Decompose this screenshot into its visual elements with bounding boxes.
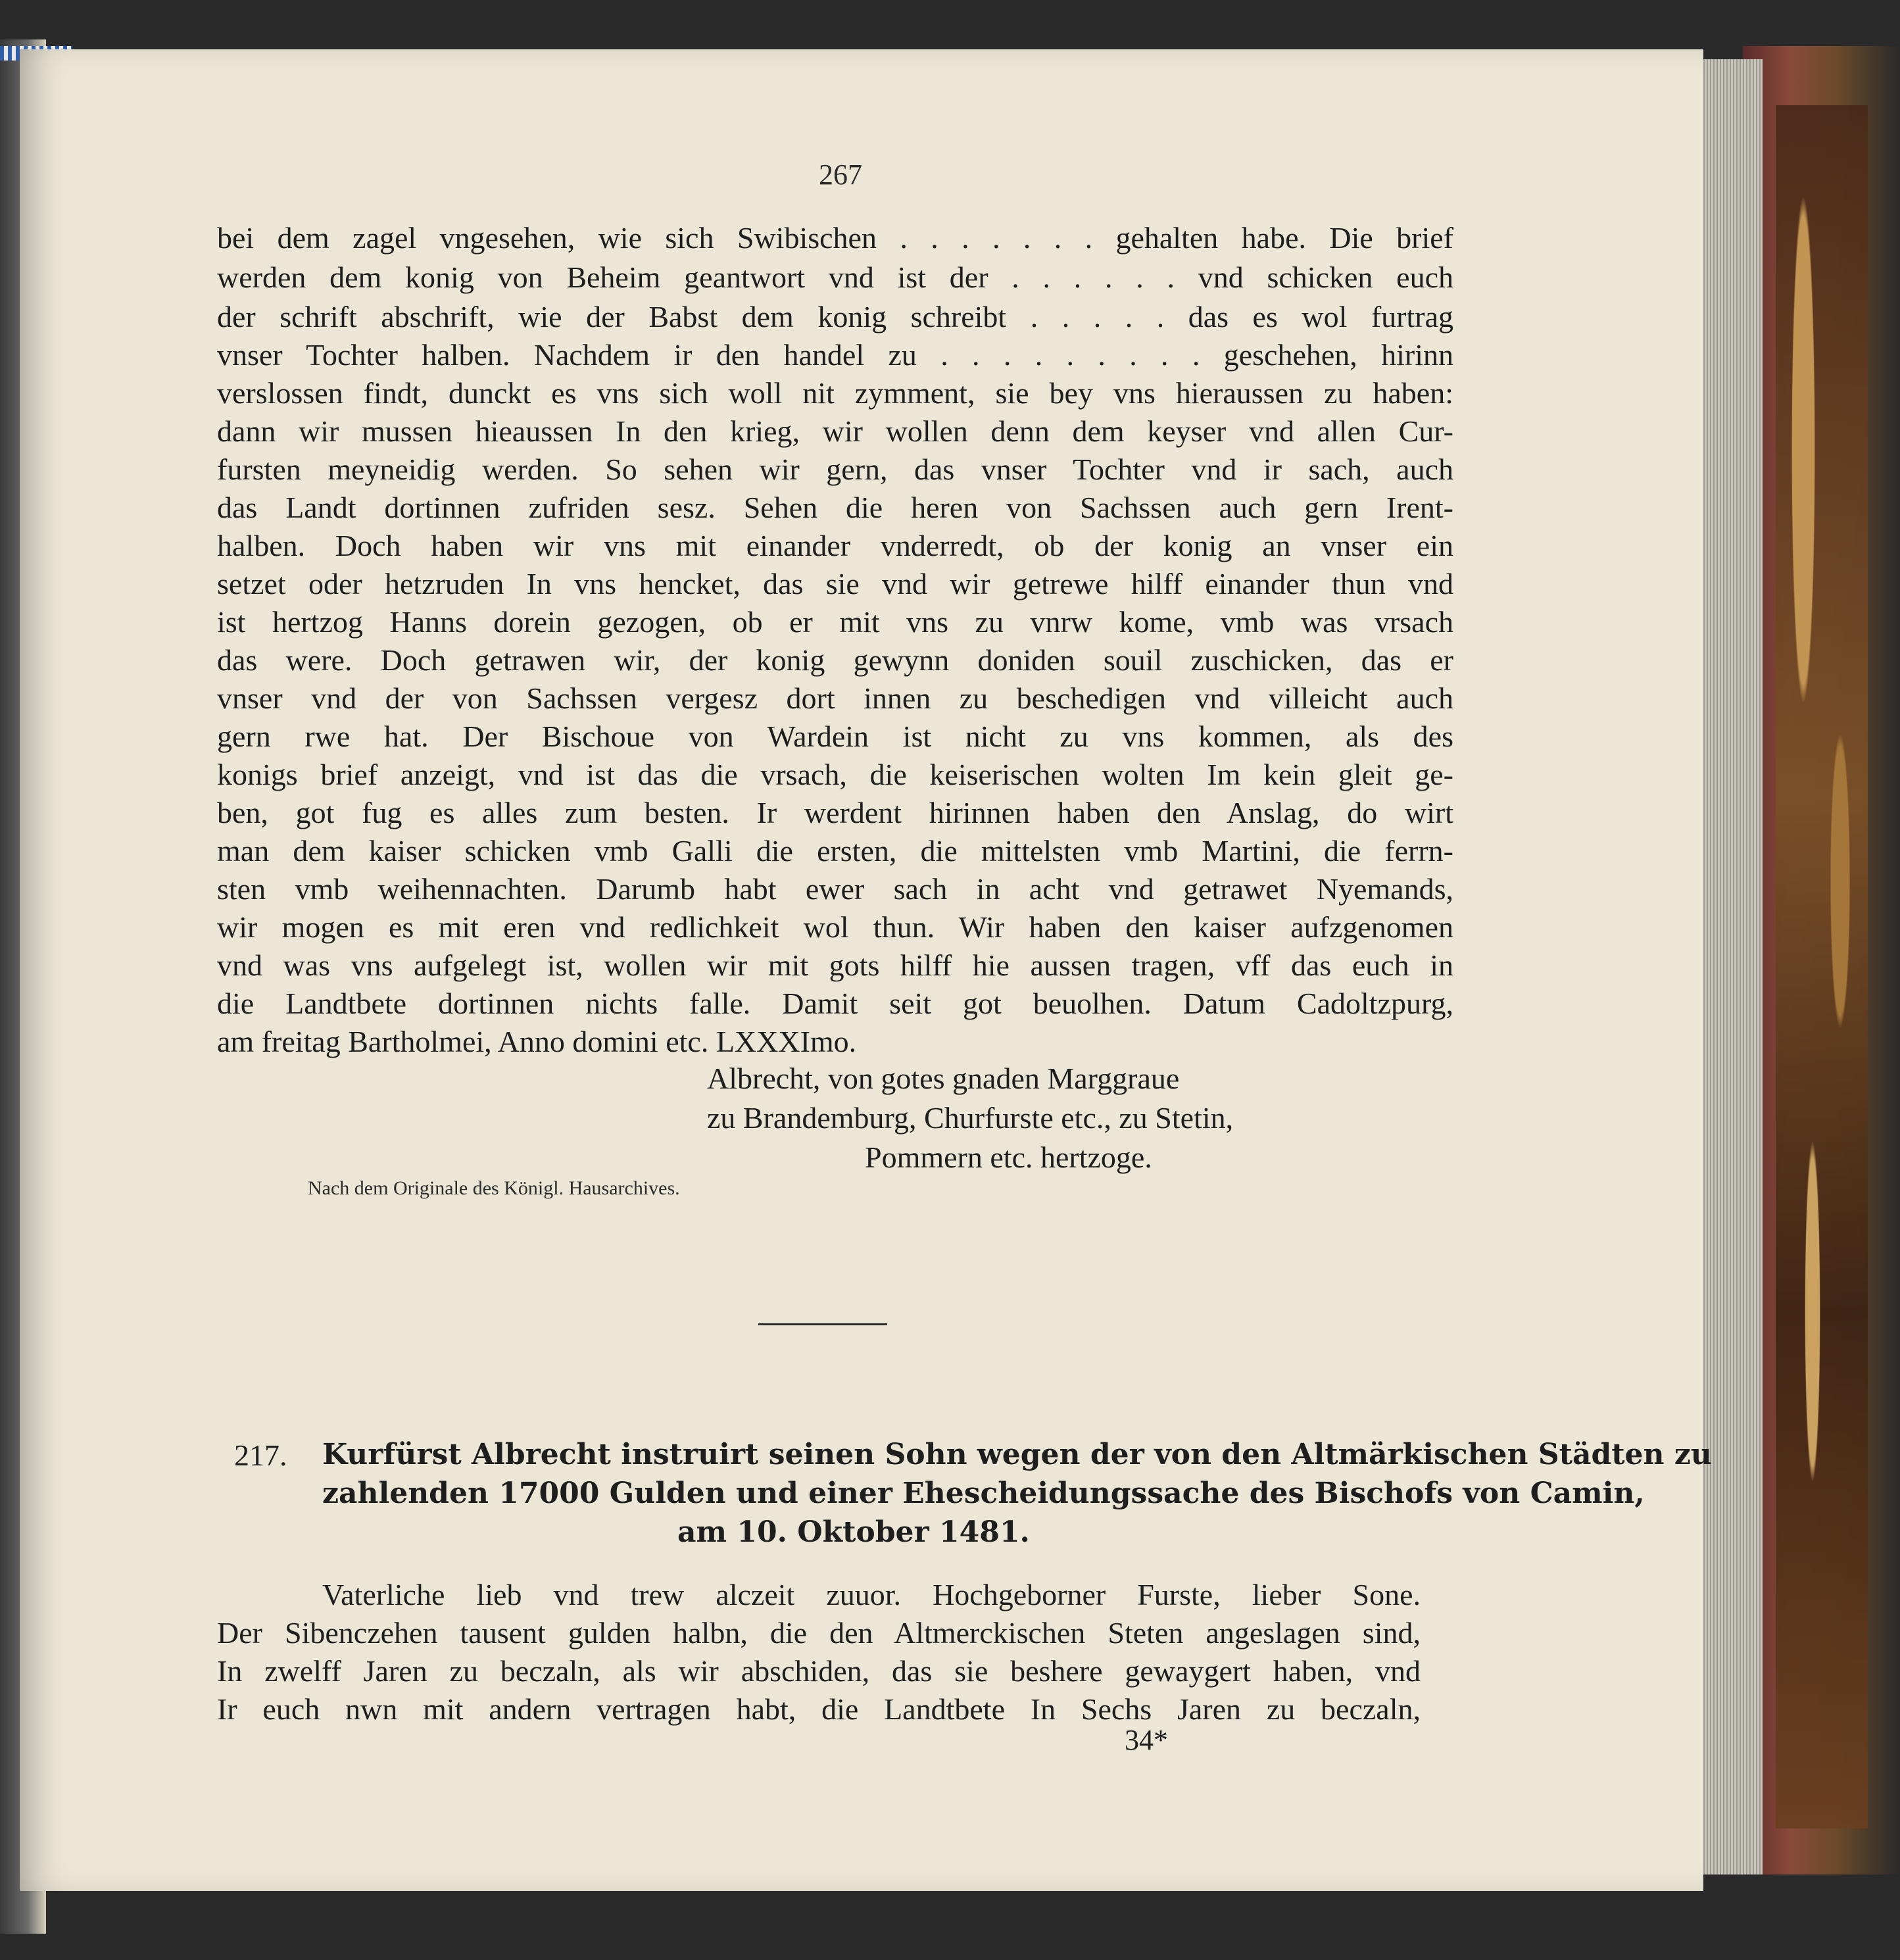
letter-line: vnser Tochter halben. Nachdem ir den handel zu . . . . . . . . . geschehen, hirinn: [217, 338, 1453, 372]
document-heading-line: zahlenden 17000 Gulden und einer Ehescheidungssache des Bischofs von Camin,: [322, 1477, 1645, 1510]
body-line: Der Sibenczehen tausent gulden halbn, die den Altmerckischen Steten angeslagen sind,: [217, 1616, 1421, 1650]
letter-line: gern rwe hat. Der Bischoue von Wardein ist nicht zu vns kommen, als des: [217, 720, 1453, 753]
letter-line: wir mogen es mit eren vnd redlichkeit wol thun. Wir haben den kaiser aufzgenomen: [217, 910, 1453, 944]
letter-line: der schrift abschrift, wie der Babst dem konig schreibt . . . . . das es wol furtrag: [217, 300, 1453, 333]
letter-line: vnd was vns aufgelegt ist, wollen wir mit gots hilff hie aussen tragen, vff das euch in: [217, 948, 1453, 982]
body-line: Vaterliche lieb vnd trew alczeit zuuor. Hochgeborner Furste, lieber Sone.: [322, 1578, 1421, 1611]
letter-line: ist hertzog Hanns dorein gezogen, ob er mit vns zu vnrw kome, vmb was vrsach: [217, 605, 1453, 639]
document-number: 217.: [234, 1438, 287, 1472]
body-line: In zwelff Jaren zu beczaln, als wir abschiden, das sie beshere gewaygert haben, vnd: [217, 1654, 1421, 1688]
letter-line: werden dem konig von Beheim geantwort vnd ist der . . . . . . vnd schicken euch: [217, 260, 1453, 294]
letter-line: konigs brief anzeigt, vnd ist das die vrsach, die keiserischen wolten Im kein gleit ge-: [217, 758, 1453, 791]
letter-line: fursten meyneidig werden. So sehen wir gern, das vnser Tochter vnd ir sach, auch: [217, 453, 1453, 486]
letter-line: ben, got fug es alles zum besten. Ir werdent hirinnen haben den Anslag, do wirt: [217, 796, 1453, 829]
section-divider: [758, 1323, 887, 1325]
letter-line: die Landtbete dortinnen nichts falle. Damit seit got beuolhen. Datum Cadoltzpurg,: [217, 987, 1453, 1020]
letter-line: dann wir mussen hieaussen In den krieg, wir wollen denn dem keyser vnd allen Cur-: [217, 414, 1453, 448]
letter-line: am freitag Bartholmei, Anno domini etc. LXXXImo.: [217, 1025, 857, 1058]
printer-signature-mark: 34*: [1125, 1724, 1168, 1756]
letter-line: man dem kaiser schicken vmb Galli die ersten, die mittelsten vmb Martini, die ferrn-: [217, 834, 1453, 868]
letter-line: sten vmb weihennachten. Darumb habt ewer sach in acht vnd getrawet Nyemands,: [217, 872, 1453, 906]
signature-line: Pommern etc. hertzoge.: [865, 1140, 1152, 1174]
page-edges: [1697, 59, 1763, 1874]
letter-line: das were. Doch getrawen wir, der konig gewynn doniden souil zuschicken, das er: [217, 643, 1453, 677]
letter-line: verslossen findt, dunckt es vns sich woll nit zymment, sie bey vns hieraussen zu haben:: [217, 376, 1453, 410]
letter-line: bei dem zagel vngesehen, wie sich Swibischen . . . . . . . gehalten habe. Die brief: [217, 221, 1453, 255]
signature-line: Albrecht, von gotes gnaden Marggraue: [707, 1062, 1180, 1095]
marbled-endpaper: [1776, 105, 1868, 1828]
body-line: Ir euch nwn mit andern vertragen habt, die Landtbete In Sechs Jaren zu beczaln,: [217, 1692, 1421, 1726]
letter-line: vnser vnd der von Sachssen vergesz dort innen zu beschedigen vnd villeicht auch: [217, 681, 1453, 715]
document-heading-line: am 10. Oktober 1481.: [677, 1515, 1030, 1549]
signature-line: zu Brandemburg, Churfurste etc., zu Stetin,: [707, 1101, 1234, 1135]
document-heading-line: Kurfürst Albrecht instruirt seinen Sohn wegen der von den Altmärkischen Städten zu: [322, 1438, 1712, 1471]
letter-line: halben. Doch haben wir vns mit einander vnderredt, ob der konig an vnser ein: [217, 529, 1453, 562]
letter-line: setzet oder hetzruden In vns hencket, das sie vnd wir getrewe hilff einander thun vnd: [217, 567, 1453, 600]
page-number: 267: [819, 159, 862, 191]
source-note: Nach dem Originale des Königl. Hausarchives.: [308, 1177, 680, 1199]
letter-line: das Landt dortinnen zufriden sesz. Sehen die heren von Sachssen auch gern Irent-: [217, 491, 1453, 524]
